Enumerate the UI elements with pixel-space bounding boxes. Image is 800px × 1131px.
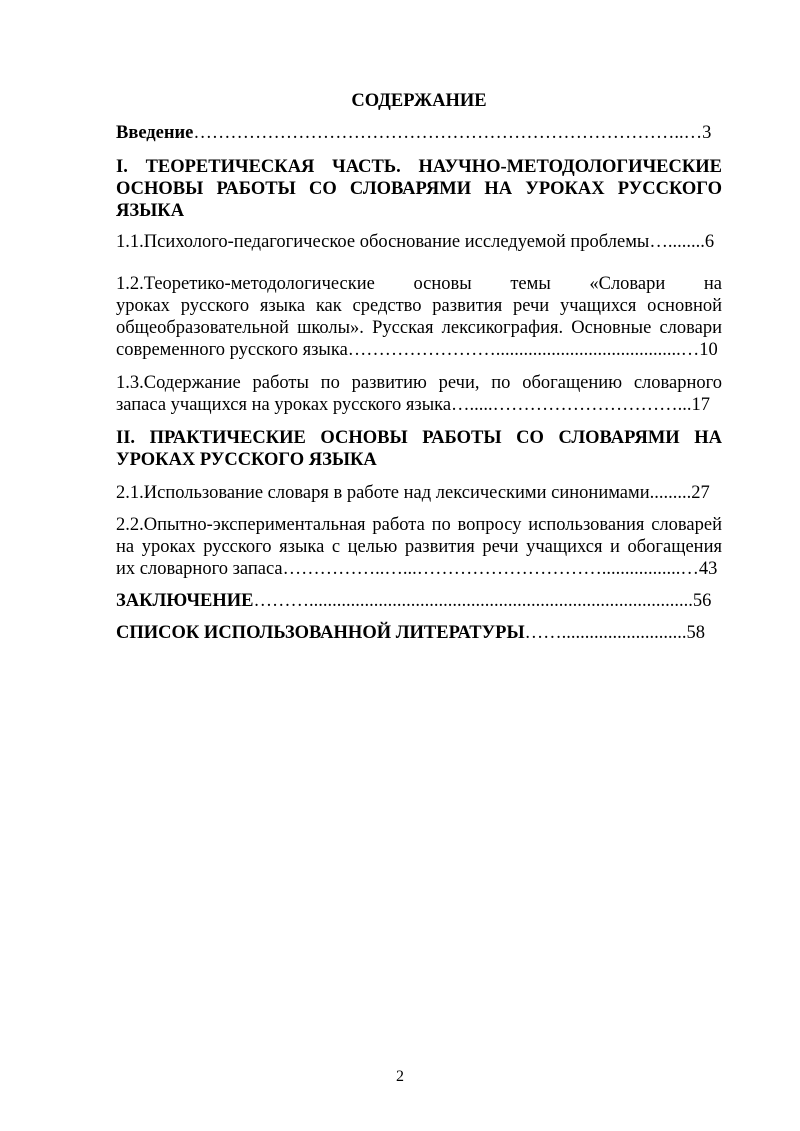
toc-entry-text: 1.1.Психолого-педагогическое обоснование исследуемой проблемы…........6 [116,232,715,252]
toc-part1-heading[interactable] [116,156,722,222]
toc-entry-line: уроках русского языка как средство развития речи учащихся основной [116,296,722,316]
toc-entry-text [116,622,722,644]
heading-line: II. ПРАКТИЧЕСКИЕ ОСНОВЫ РАБОТЫ СО СЛОВАРЯМИ НА [116,428,722,448]
page-title: СОДЕРЖАНИЕ [351,91,487,111]
heading-line: УРОКАХ РУССКОГО ЯЗЫКА [116,450,377,470]
heading-line: ОСНОВЫ РАБОТЫ СО СЛОВАРЯМИ НА УРОКАХ РУССКОГО [116,179,722,199]
toc-entry-introduction[interactable] [116,122,722,144]
toc-conclusion-leader: ………...................................................................................56 [253,591,712,611]
toc-entry-2-1[interactable] [116,482,722,504]
toc-entry-line: общеобразовательной школы». Русская лексикография. Основные словари [116,318,722,338]
toc-references-label: СПИСОК ИСПОЛЬЗОВАННОЙ ЛИТЕРАТУРЫ [116,623,525,643]
toc-entry-line: 1.3.Содержание работы по развитию речи, по обогащению словарного [116,373,722,393]
toc-entry-1-2[interactable] [116,273,722,361]
toc-entry-references[interactable] [116,622,722,644]
toc-intro-leader: ……………………………………………………………………..…3 [193,123,712,143]
toc-entry-2-2[interactable] [116,514,722,580]
page-number: 2 [396,1068,404,1085]
toc-references-leader: ……...........................58 [524,623,706,643]
toc-entry-1-1[interactable] [116,231,722,253]
heading-line: ЯЗЫКА [116,201,185,221]
toc-entry-1-3[interactable] [116,372,722,416]
toc-entry-line: 2.2.Опытно-экспериментальная работа по вопросу использования словарей [116,515,722,535]
toc-part2-heading[interactable] [116,427,722,471]
toc-conclusion-label: ЗАКЛЮЧЕНИЕ [116,591,254,611]
toc-entry-line: их словарного запаса……………..…...………………………….................…43 [116,559,718,579]
toc-entry-conclusion[interactable] [116,590,722,612]
toc-entry-text: 2.1.Использование словаря в работе над лексическими синонимами.........27 [116,483,710,503]
toc-entry-line: запаса учащихся на уроках русского языка….....…………………………...17 [116,395,711,415]
heading-line: I. ТЕОРЕТИЧЕСКАЯ ЧАСТЬ. НАУЧНО-МЕТОДОЛОГИЧЕСКИЕ [116,157,722,177]
toc-entry-line: современного русского языка……………………........................................…10 [116,340,718,360]
toc-entry-line: на уроках русского языка с целью развития речи учащихся и обогащения [116,537,722,557]
toc-entry-text [116,122,722,144]
toc-entry-text [116,590,722,612]
toc-intro-label: Введение [116,123,194,143]
toc-entry-line: 1.2.Теоретико-методологические основы темы «Словари на [116,274,722,294]
